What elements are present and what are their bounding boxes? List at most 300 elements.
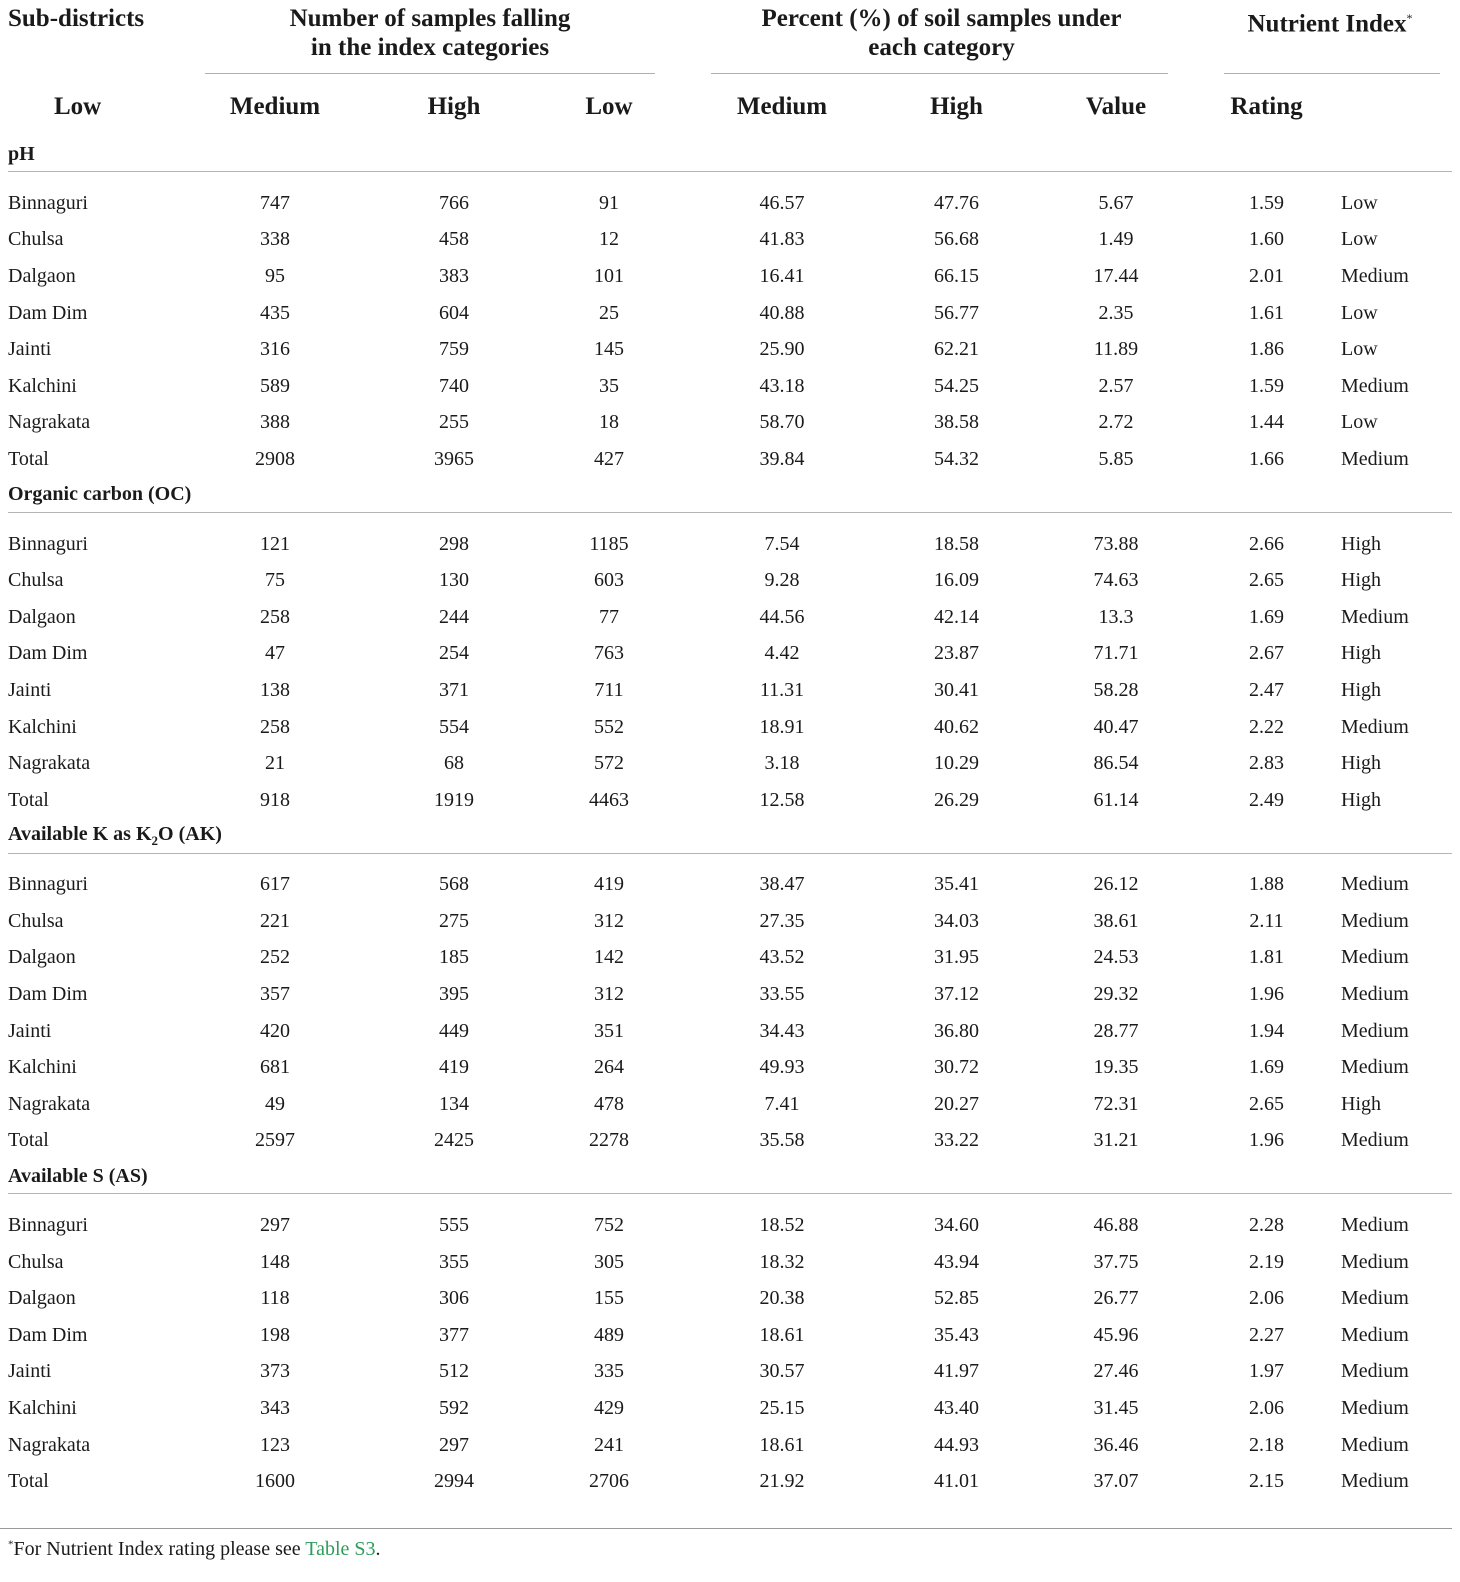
low-count: 221 <box>260 909 290 932</box>
low-percent: 34.43 <box>759 1019 805 1042</box>
medium-count: 2994 <box>434 1470 474 1493</box>
low-count: 118 <box>260 1287 290 1310</box>
section-spacer <box>8 1194 1452 1208</box>
medium-count: 759 <box>439 338 469 361</box>
medium-percent: 18.58 <box>934 532 979 555</box>
index-value: 1.60 <box>1249 228 1285 251</box>
high-percent: 28.77 <box>1093 1019 1139 1042</box>
high-count: 101 <box>594 264 624 287</box>
spacer-cell <box>8 512 1452 526</box>
table-row <box>8 368 1452 405</box>
index-rating: Medium <box>1341 447 1409 470</box>
low-count: 258 <box>260 715 290 738</box>
subdistrict-name: Chulsa <box>8 909 64 932</box>
medium-percent: 56.68 <box>934 228 979 251</box>
table-row <box>8 709 1452 746</box>
medium-percent: 34.03 <box>934 909 979 932</box>
table-row <box>8 940 1452 977</box>
index-value: 2.18 <box>1249 1433 1285 1456</box>
high-count: 77 <box>599 605 619 628</box>
high-percent: 38.61 <box>1093 909 1139 932</box>
footnote-star: * <box>8 1538 14 1551</box>
low-count: 918 <box>260 788 290 811</box>
index-rating: High <box>1341 752 1382 775</box>
subdistrict-name: Binnaguri <box>8 873 88 896</box>
subdistricts-header: Sub-districts <box>8 5 145 32</box>
high-count: 2278 <box>589 1129 629 1152</box>
index-value: 1.81 <box>1249 946 1285 969</box>
high-count: 752 <box>594 1214 624 1237</box>
medium-count: 185 <box>439 946 469 969</box>
medium-percent: 35.43 <box>934 1323 979 1346</box>
medium-percent: 30.41 <box>934 678 979 701</box>
high-percent: 26.77 <box>1093 1287 1139 1310</box>
spacer-cell <box>8 1194 1452 1208</box>
subdistrict-name: Jainti <box>8 338 52 361</box>
high-percent: 37.07 <box>1093 1470 1139 1493</box>
low-count: 338 <box>260 228 290 251</box>
high-percent: 1.49 <box>1098 228 1134 251</box>
medium-percent: 52.85 <box>934 1287 979 1310</box>
high-percent: 2.72 <box>1098 411 1134 434</box>
section-header-row <box>8 137 1452 172</box>
medium-count: 604 <box>439 301 469 324</box>
medium-count: 555 <box>439 1214 469 1237</box>
section-spacer <box>8 853 1452 867</box>
low-percent: 16.41 <box>759 264 805 287</box>
low-count: 75 <box>265 569 285 592</box>
subdistrict-name: Nagrakata <box>8 1433 91 1456</box>
index-value: 2.11 <box>1249 909 1284 932</box>
index-rating: High <box>1341 1092 1382 1115</box>
low-percent: 18.91 <box>759 715 805 738</box>
col-index-value: Value <box>1085 93 1147 120</box>
high-count: 2706 <box>589 1470 629 1493</box>
subdistrict-name: Total <box>8 788 49 811</box>
medium-percent: 47.76 <box>934 191 979 214</box>
percent-samples-header <box>675 0 1208 77</box>
table-row <box>8 1280 1452 1317</box>
low-percent: 49.93 <box>759 1056 805 1079</box>
index-rating: High <box>1341 642 1382 665</box>
number-of-samples-label: Number of samples falling in the index categories <box>289 5 571 61</box>
table-row <box>8 295 1452 332</box>
section-header-row <box>8 1159 1452 1194</box>
table-row <box>8 1123 1452 1160</box>
high-count: 12 <box>599 228 619 251</box>
table-row <box>8 1013 1452 1050</box>
low-percent: 25.15 <box>759 1397 805 1420</box>
low-count: 747 <box>260 191 290 214</box>
low-count: 121 <box>260 532 290 555</box>
subdistrict-name: Jainti <box>8 678 52 701</box>
high-percent: 2.35 <box>1098 301 1134 324</box>
col-medium-count: Medium <box>229 93 321 120</box>
index-rating: Medium <box>1341 1250 1409 1273</box>
high-count: 312 <box>594 983 624 1006</box>
medium-count: 3965 <box>434 447 474 470</box>
high-count: 335 <box>594 1360 624 1383</box>
subdistrict-name: Total <box>8 1129 49 1152</box>
high-count: 18 <box>599 411 619 434</box>
medium-count: 766 <box>439 191 469 214</box>
medium-percent: 20.27 <box>934 1092 979 1115</box>
low-percent: 7.41 <box>764 1092 800 1115</box>
medium-percent: 42.14 <box>934 605 979 628</box>
medium-percent: 35.41 <box>934 873 979 896</box>
medium-percent: 10.29 <box>934 752 979 775</box>
index-rating: Medium <box>1341 605 1409 628</box>
spacer-cell <box>8 172 1452 186</box>
index-value: 1.96 <box>1249 983 1285 1006</box>
high-count: 552 <box>594 715 624 738</box>
low-count: 2908 <box>255 447 295 470</box>
low-count: 617 <box>260 873 290 896</box>
table-row <box>8 599 1452 636</box>
col-high-percent: High <box>930 93 983 120</box>
low-percent: 12.58 <box>759 788 805 811</box>
low-count: 589 <box>260 374 290 397</box>
high-percent: 58.28 <box>1093 678 1139 701</box>
low-percent: 38.47 <box>759 873 805 896</box>
low-count: 681 <box>260 1056 290 1079</box>
medium-percent: 56.77 <box>934 301 979 324</box>
index-value: 2.49 <box>1249 788 1285 811</box>
subdistrict-name: Kalchini <box>8 374 77 397</box>
section-title <box>8 819 1452 854</box>
medium-count: 306 <box>439 1287 469 1310</box>
low-percent: 3.18 <box>764 752 800 775</box>
index-value: 1.59 <box>1249 191 1285 214</box>
medium-count: 130 <box>439 569 469 592</box>
low-percent: 18.61 <box>759 1323 805 1346</box>
section-header-row <box>8 478 1452 513</box>
low-percent: 35.58 <box>759 1129 805 1152</box>
index-value: 1.66 <box>1249 447 1285 470</box>
medium-percent: 41.97 <box>934 1360 979 1383</box>
high-count: 241 <box>594 1433 624 1456</box>
subdistrict-name: Dalgaon <box>8 1287 76 1310</box>
subdistrict-name: Binnaguri <box>8 532 88 555</box>
index-rating: Medium <box>1341 1019 1409 1042</box>
medium-count: 275 <box>439 909 469 932</box>
medium-percent: 54.25 <box>934 374 979 397</box>
high-count: 91 <box>599 191 619 214</box>
medium-count: 395 <box>439 983 469 1006</box>
medium-count: 449 <box>439 1019 469 1042</box>
subdistrict-name: Chulsa <box>8 1250 64 1273</box>
table-s3-link[interactable]: Table S3 <box>305 1538 376 1560</box>
nutrient-group-underline <box>1224 73 1440 74</box>
high-count: 419 <box>594 873 624 896</box>
table-row <box>8 976 1452 1013</box>
table-row <box>8 258 1452 295</box>
medium-count: 297 <box>439 1433 469 1456</box>
high-count: 4463 <box>589 788 629 811</box>
index-rating: High <box>1341 788 1382 811</box>
low-percent: 21.92 <box>759 1470 805 1493</box>
high-count: 711 <box>594 678 624 701</box>
low-percent: 18.61 <box>759 1433 805 1456</box>
index-value: 1.86 <box>1249 338 1285 361</box>
high-count: 25 <box>599 301 619 324</box>
medium-percent: 33.22 <box>934 1129 979 1152</box>
low-percent: 7.54 <box>764 532 800 555</box>
low-percent: 58.70 <box>759 411 805 434</box>
percent-group-underline <box>711 73 1168 74</box>
index-rating: Medium <box>1341 374 1409 397</box>
medium-count: 740 <box>439 374 469 397</box>
high-count: 35 <box>599 374 619 397</box>
percent-samples-label: Percent (%) of soil samples under each category <box>761 5 1122 61</box>
medium-count: 419 <box>439 1056 469 1079</box>
low-count: 95 <box>265 264 285 287</box>
col-low-percent: Low <box>585 93 633 120</box>
table-row <box>8 1317 1452 1354</box>
subdistrict-name: Binnaguri <box>8 1214 88 1237</box>
medium-count: 383 <box>439 264 469 287</box>
index-value: 2.19 <box>1249 1250 1285 1273</box>
index-rating: Medium <box>1341 1214 1409 1237</box>
section-title-text: Available S (AS) <box>8 1164 148 1187</box>
subdistrict-name: Dalgaon <box>8 946 76 969</box>
low-count: 373 <box>260 1360 290 1383</box>
medium-count: 244 <box>439 605 469 628</box>
number-group-underline <box>205 73 655 74</box>
index-rating: Low <box>1341 411 1378 434</box>
medium-percent: 62.21 <box>934 338 979 361</box>
subdistrict-name: Nagrakata <box>8 1092 91 1115</box>
low-percent: 43.18 <box>759 374 805 397</box>
low-count: 420 <box>260 1019 290 1042</box>
high-percent: 72.31 <box>1093 1092 1139 1115</box>
section-title-text: Available K as K <box>8 822 152 845</box>
footnote <box>8 1538 381 1561</box>
col-index-rating: Rating <box>1230 93 1303 120</box>
low-percent: 39.84 <box>759 447 805 470</box>
low-count: 1600 <box>255 1470 295 1493</box>
high-percent: 2.57 <box>1098 374 1134 397</box>
high-count: 142 <box>594 946 624 969</box>
low-count: 138 <box>260 678 290 701</box>
high-percent: 73.88 <box>1093 532 1139 555</box>
spacer-cell <box>8 853 1452 867</box>
subdistrict-name: Dalgaon <box>8 264 76 287</box>
index-value: 1.96 <box>1249 1129 1285 1152</box>
low-percent: 30.57 <box>759 1360 805 1383</box>
table-row <box>8 562 1452 599</box>
header-row-categories <box>8 77 1452 137</box>
index-value: 1.61 <box>1249 301 1285 324</box>
medium-percent: 31.95 <box>934 946 979 969</box>
subdistrict-name: Dam Dim <box>8 301 88 324</box>
section-title-subscript: 2 <box>151 832 159 848</box>
medium-percent: 66.15 <box>934 264 979 287</box>
index-value: 2.66 <box>1249 532 1285 555</box>
section-title-text: pH <box>8 142 35 165</box>
medium-percent: 37.12 <box>934 983 979 1006</box>
table-row <box>8 1207 1452 1244</box>
high-percent: 37.75 <box>1093 1250 1139 1273</box>
table-row <box>8 672 1452 709</box>
medium-percent: 26.29 <box>934 788 979 811</box>
medium-count: 68 <box>444 752 464 775</box>
index-rating: Medium <box>1341 983 1409 1006</box>
table-row <box>8 1390 1452 1427</box>
medium-percent: 34.60 <box>934 1214 979 1237</box>
medium-count: 554 <box>439 715 469 738</box>
col-medium-percent: Medium <box>736 93 828 120</box>
subdistrict-name: Nagrakata <box>8 411 91 434</box>
subdistrict-name: Chulsa <box>8 228 64 251</box>
subdistrict-name: Kalchini <box>8 1056 77 1079</box>
low-count: 435 <box>260 301 290 324</box>
high-count: 305 <box>594 1250 624 1273</box>
table-row <box>8 405 1452 442</box>
medium-count: 255 <box>439 411 469 434</box>
table-row <box>8 1427 1452 1464</box>
index-rating: Low <box>1341 228 1378 251</box>
medium-count: 134 <box>439 1092 469 1115</box>
index-rating: Medium <box>1341 1129 1409 1152</box>
medium-count: 2425 <box>434 1129 474 1152</box>
medium-count: 512 <box>439 1360 469 1383</box>
index-value: 1.94 <box>1249 1019 1285 1042</box>
low-percent: 4.42 <box>764 642 800 665</box>
index-rating: Medium <box>1341 909 1409 932</box>
medium-count: 458 <box>439 228 469 251</box>
footnote-end: . <box>375 1538 381 1560</box>
section-title-text: Organic carbon (OC) <box>8 483 192 506</box>
nutrient-index-footnote-marker: * <box>1406 11 1413 25</box>
medium-percent: 43.94 <box>934 1250 979 1273</box>
section-title <box>8 478 1452 513</box>
index-value: 2.65 <box>1249 569 1285 592</box>
index-value: 2.67 <box>1249 642 1285 665</box>
table-row <box>8 1086 1452 1123</box>
high-percent: 31.21 <box>1093 1129 1139 1152</box>
low-percent: 40.88 <box>759 301 805 324</box>
section-spacer <box>8 512 1452 526</box>
medium-percent: 38.58 <box>934 411 979 434</box>
table-row <box>8 1244 1452 1281</box>
low-count: 47 <box>265 642 285 665</box>
section-title <box>8 1159 1452 1194</box>
index-rating: Low <box>1341 301 1378 324</box>
high-count: 763 <box>594 642 624 665</box>
low-percent: 33.55 <box>759 983 805 1006</box>
low-count: 2597 <box>255 1129 295 1152</box>
high-percent: 71.71 <box>1093 642 1139 665</box>
high-count: 264 <box>594 1056 624 1079</box>
footnote-rule <box>0 1528 1452 1529</box>
high-count: 1185 <box>589 532 629 555</box>
low-count: 357 <box>260 983 290 1006</box>
table-row <box>8 526 1452 563</box>
table-row <box>8 331 1452 368</box>
medium-count: 1919 <box>434 788 474 811</box>
high-percent: 61.14 <box>1093 788 1139 811</box>
table-row <box>8 903 1452 940</box>
high-count: 572 <box>594 752 624 775</box>
index-value: 1.59 <box>1249 374 1285 397</box>
index-value: 2.06 <box>1249 1287 1285 1310</box>
index-value: 2.01 <box>1249 264 1285 287</box>
medium-count: 254 <box>439 642 469 665</box>
low-percent: 27.35 <box>759 909 805 932</box>
medium-percent: 44.93 <box>934 1433 979 1456</box>
high-count: 145 <box>594 338 624 361</box>
medium-percent: 40.62 <box>934 715 979 738</box>
low-count: 198 <box>260 1323 290 1346</box>
low-count: 343 <box>260 1397 290 1420</box>
subdistrict-name: Dam Dim <box>8 1323 88 1346</box>
index-value: 1.69 <box>1249 605 1285 628</box>
subdistrict-name: Kalchini <box>8 1397 77 1420</box>
low-count: 123 <box>260 1433 290 1456</box>
header-row-groups <box>8 0 1452 77</box>
medium-count: 592 <box>439 1397 469 1420</box>
high-count: 427 <box>594 447 624 470</box>
index-value: 2.65 <box>1249 1092 1285 1115</box>
subdistrict-name: Dam Dim <box>8 983 88 1006</box>
table-row <box>8 1463 1452 1500</box>
high-percent: 13.3 <box>1098 605 1134 628</box>
high-percent: 45.96 <box>1093 1323 1139 1346</box>
nutrient-index-label: Nutrient Index <box>1247 10 1407 38</box>
index-rating: Medium <box>1341 715 1409 738</box>
medium-count: 568 <box>439 873 469 896</box>
index-rating: Medium <box>1341 1397 1409 1420</box>
high-percent: 36.46 <box>1093 1433 1139 1456</box>
high-count: 478 <box>594 1092 624 1115</box>
subdistrict-name: Jainti <box>8 1360 52 1383</box>
nutrient-index-header <box>1208 0 1452 77</box>
index-rating: Medium <box>1341 1360 1409 1383</box>
high-count: 155 <box>594 1287 624 1310</box>
low-percent: 25.90 <box>759 338 805 361</box>
table-row <box>8 185 1452 222</box>
medium-percent: 54.32 <box>934 447 979 470</box>
index-value: 1.88 <box>1249 873 1285 896</box>
low-count: 252 <box>260 946 290 969</box>
high-percent: 40.47 <box>1093 715 1139 738</box>
index-rating: Medium <box>1341 873 1409 896</box>
low-count: 49 <box>265 1092 285 1115</box>
subdistrict-name: Total <box>8 1470 49 1493</box>
high-percent: 11.89 <box>1093 338 1139 361</box>
subdistrict-name: Nagrakata <box>8 752 91 775</box>
index-value: 2.83 <box>1249 752 1285 775</box>
index-value: 2.27 <box>1249 1323 1285 1346</box>
low-percent: 20.38 <box>759 1287 805 1310</box>
medium-percent: 16.09 <box>934 569 979 592</box>
high-percent: 31.45 <box>1093 1397 1139 1420</box>
index-value: 2.47 <box>1249 678 1285 701</box>
col-low-count: Low <box>54 93 102 120</box>
high-percent: 27.46 <box>1093 1360 1139 1383</box>
section-header-row <box>8 819 1452 854</box>
high-percent: 24.53 <box>1093 946 1139 969</box>
index-value: 1.97 <box>1249 1360 1285 1383</box>
index-rating: High <box>1341 678 1382 701</box>
index-rating: Medium <box>1341 1287 1409 1310</box>
high-percent: 26.12 <box>1093 873 1139 896</box>
high-percent: 74.63 <box>1093 569 1139 592</box>
low-percent: 43.52 <box>759 946 805 969</box>
col-high-count: High <box>427 93 481 120</box>
low-count: 21 <box>265 752 285 775</box>
